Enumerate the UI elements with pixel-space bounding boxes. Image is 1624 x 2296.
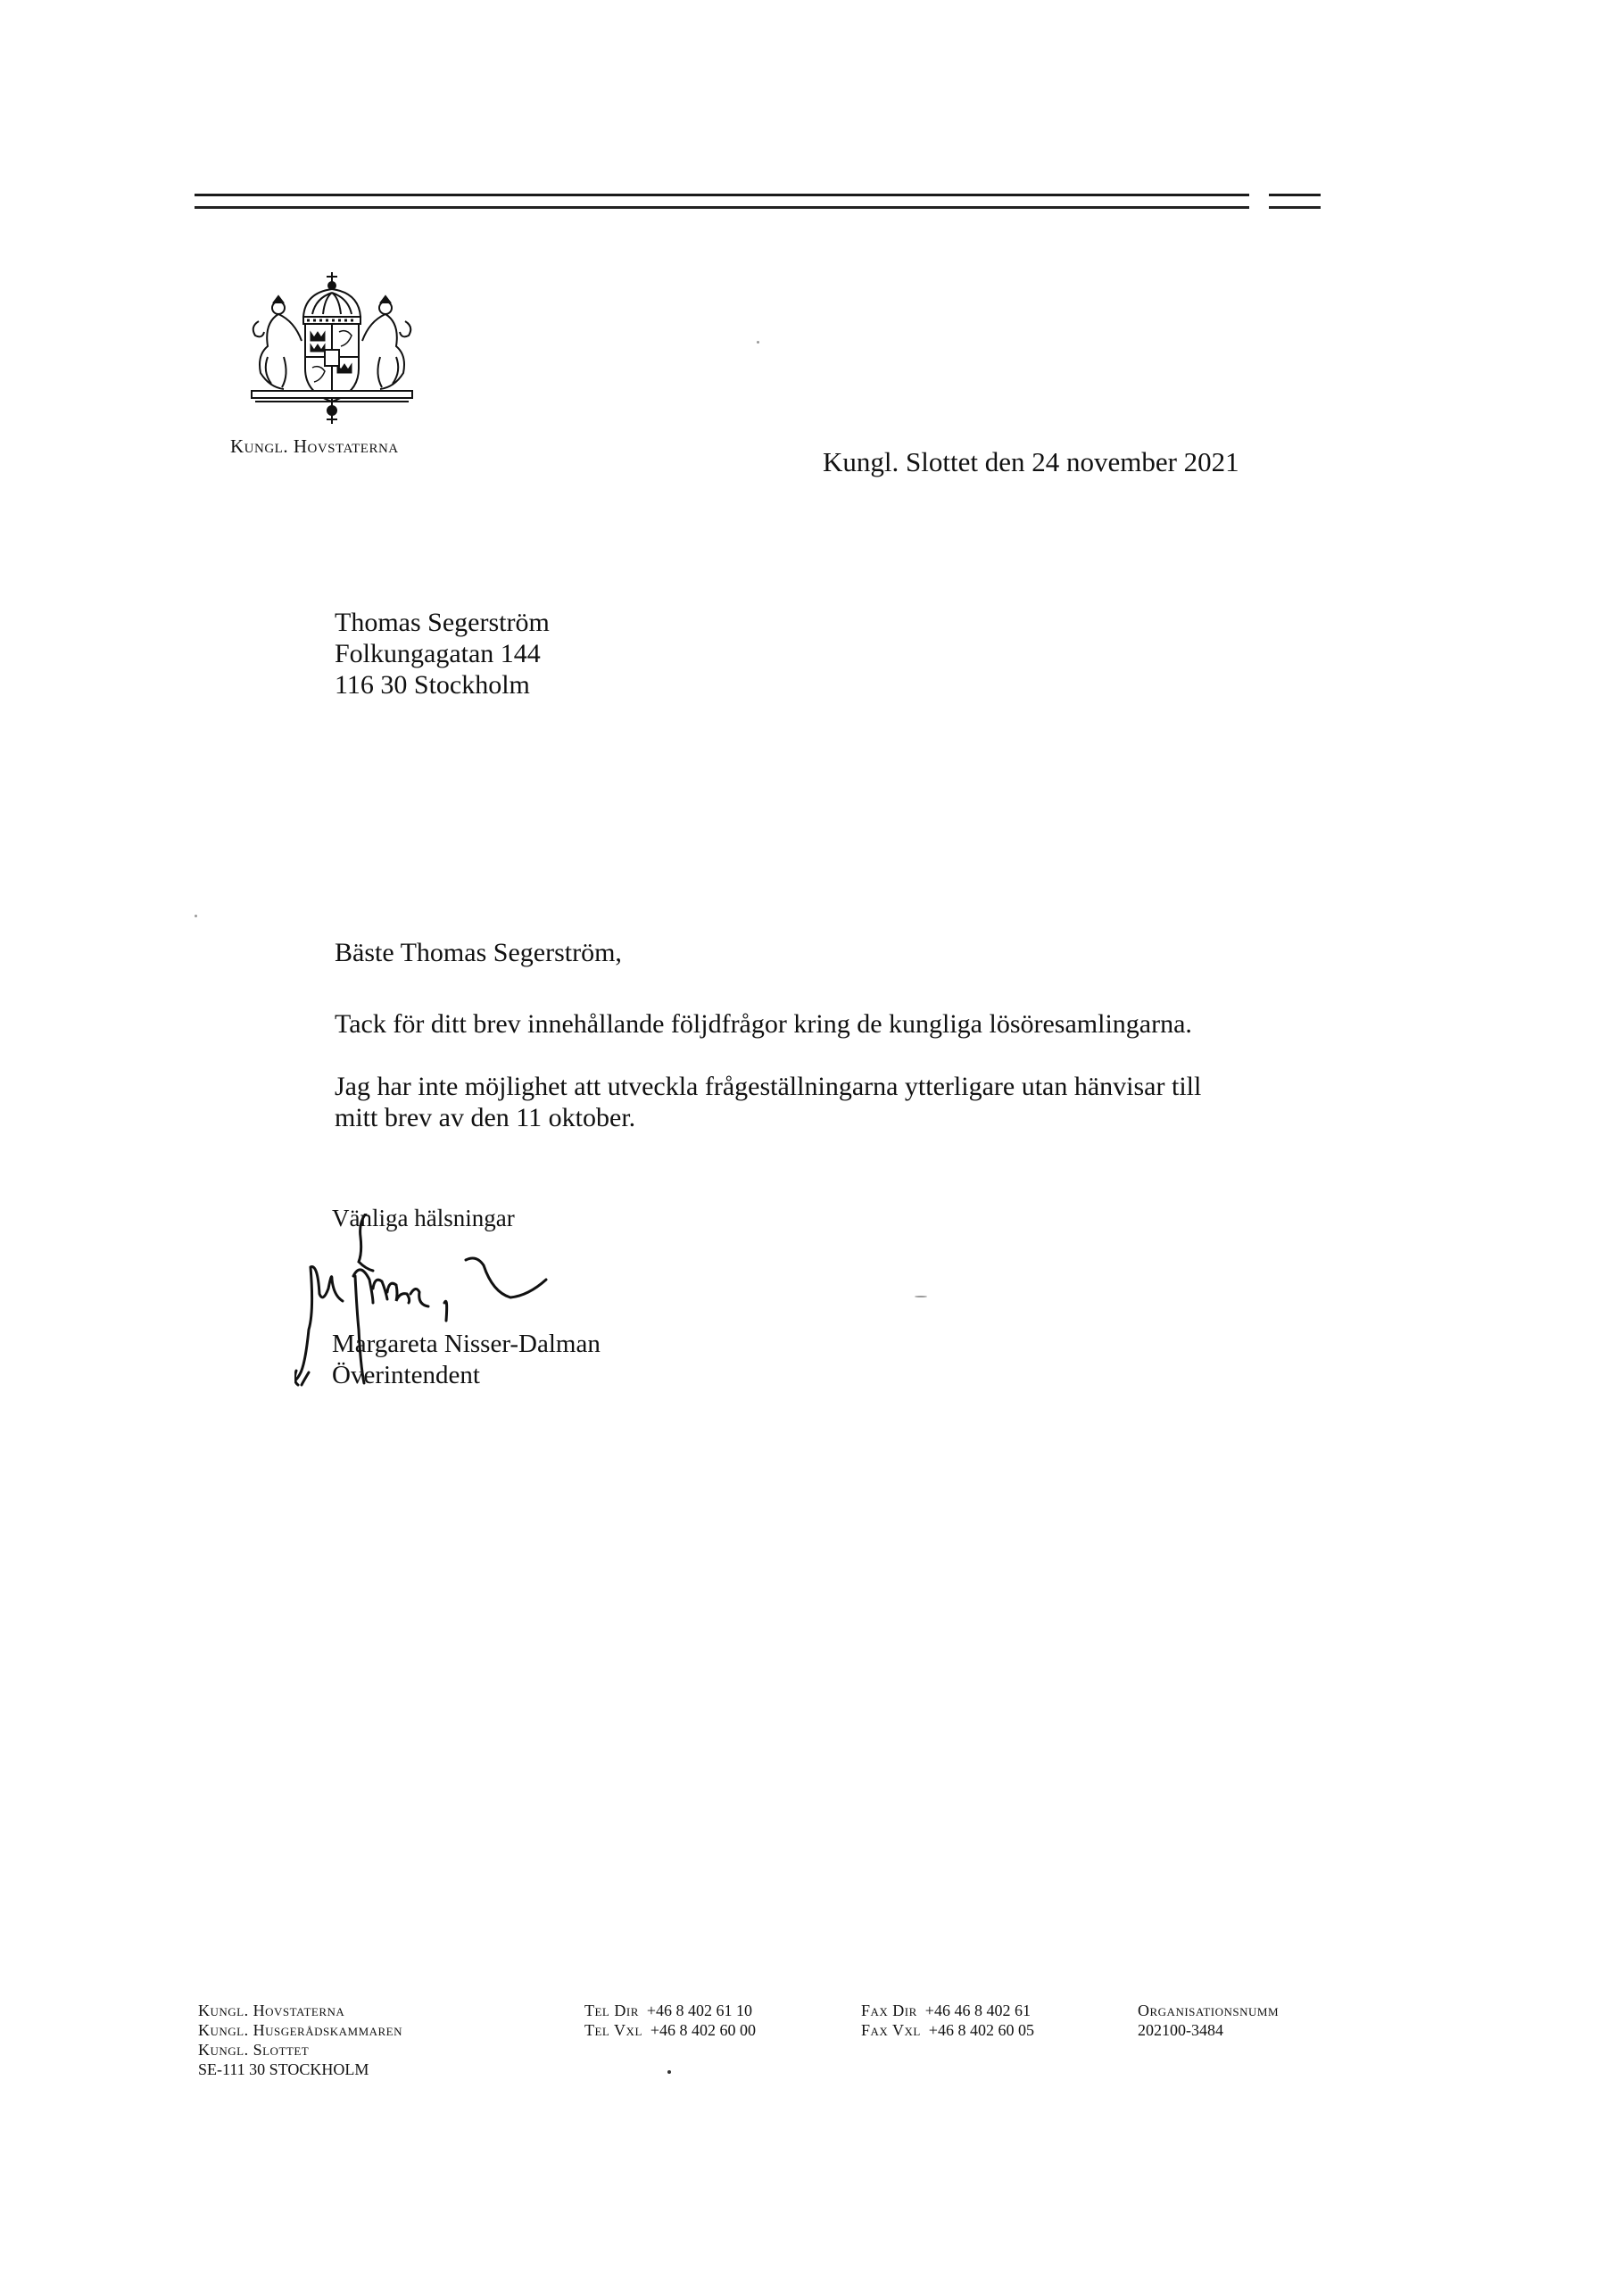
org-number-label: Organisationsnumm xyxy=(1138,2002,1280,2019)
footer-address-line: Kungl. Hovstaterna xyxy=(198,2002,345,2019)
footer-telephone xyxy=(584,2001,756,2040)
fax-vxl-value: +46 8 402 60 05 xyxy=(928,2021,1034,2039)
fax-dir-label: Fax Dir xyxy=(861,2002,917,2019)
header-rule-bottom xyxy=(195,206,1321,209)
paragraph-2-line-1: Jag har inte möjlighet att utveckla frågeställningarna ytterligare utan hänvisar till xyxy=(335,1072,1202,1101)
recipient-postal: 116 30 Stockholm xyxy=(335,670,530,700)
salutation: Bäste Thomas Segerström, xyxy=(335,938,622,967)
scan-speck xyxy=(757,341,759,344)
footer-address xyxy=(198,2001,402,2079)
tel-dir-value: +46 8 402 61 10 xyxy=(646,2002,753,2019)
scan-speck xyxy=(667,2070,671,2074)
scan-speck xyxy=(915,1296,927,1297)
header-rule-gap xyxy=(1249,192,1269,211)
tel-vxl-label: Tel Vxl xyxy=(584,2021,642,2039)
footer-address-line: Kungl. Slottet xyxy=(198,2041,310,2059)
footer-address-line: Kungl. Husgerådskammaren xyxy=(198,2021,403,2039)
paragraph-2-line-2: mitt brev av den 11 oktober. xyxy=(335,1103,636,1132)
footer-organization-number xyxy=(1138,2001,1279,2040)
signer-name: Margareta Nisser-Dalman xyxy=(332,1330,601,1358)
coat-of-arms-logo xyxy=(243,268,421,428)
recipient-name: Thomas Segerström xyxy=(335,608,550,637)
signer-title: Överintendent xyxy=(332,1361,480,1389)
fax-vxl-label: Fax Vxl xyxy=(861,2021,921,2039)
footer-fax xyxy=(861,2001,1034,2040)
header-rule-top xyxy=(195,194,1321,196)
recipient-address xyxy=(335,607,550,700)
date-line: Kungl. Slottet den 24 november 2021 xyxy=(823,446,1239,477)
footer-address-line: SE-111 30 STOCKHOLM xyxy=(198,2060,369,2078)
closing: Vänliga hälsningar xyxy=(332,1205,515,1231)
recipient-street: Folkungagatan 144 xyxy=(335,639,541,668)
paragraph-1: Tack för ditt brev innehållande följdfrågor kring de kungliga lösöresamlingarna. xyxy=(335,1009,1192,1039)
org-number-value: 202100-3484 xyxy=(1138,2021,1223,2039)
scan-speck xyxy=(195,915,197,917)
fax-dir-value: +46 46 8 402 61 xyxy=(924,2002,1031,2019)
tel-vxl-value: +46 8 402 60 00 xyxy=(650,2021,757,2039)
letterhead-organization: Kungl. Hovstaterna xyxy=(230,435,399,457)
tel-dir-label: Tel Dir xyxy=(584,2002,639,2019)
